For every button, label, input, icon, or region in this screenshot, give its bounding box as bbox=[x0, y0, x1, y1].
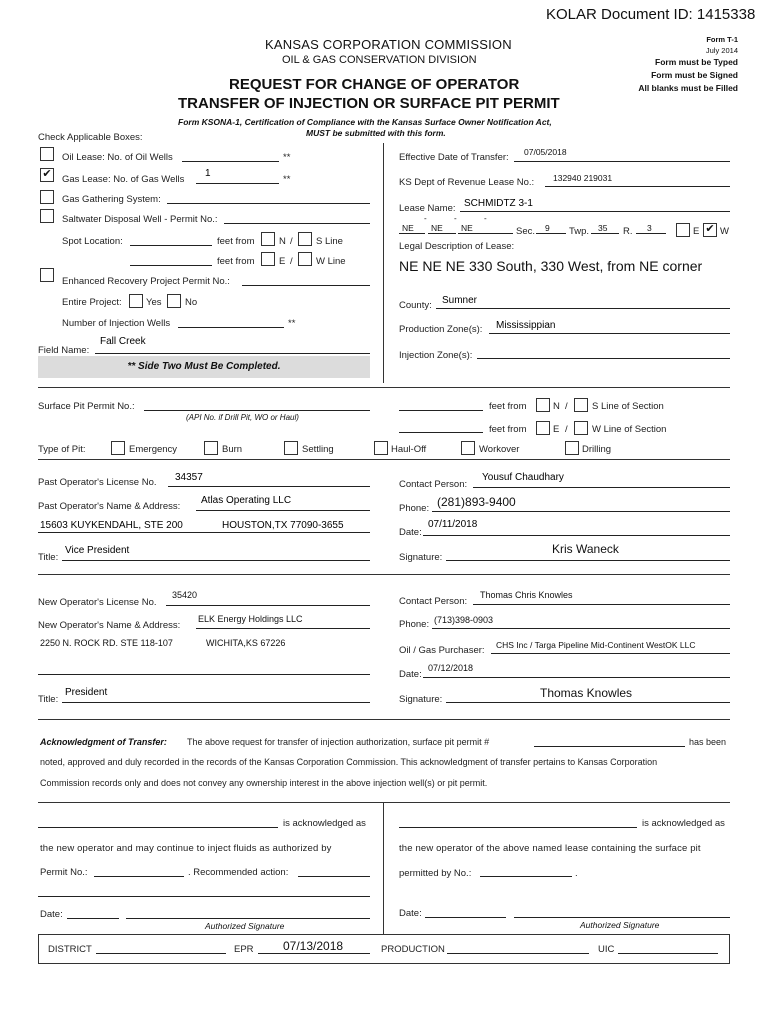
ack-left-date-field[interactable] bbox=[67, 918, 119, 919]
past-name-label: Past Operator's Name & Address: bbox=[38, 501, 181, 512]
ack-left-new-op: the new operator and may continue to inject fluids as authorized by bbox=[40, 843, 332, 854]
ack-left-auth-sig: Authorized Signature bbox=[205, 921, 285, 931]
past-phone-value: (281)893-9400 bbox=[437, 495, 516, 509]
past-title-label: Title: bbox=[38, 552, 59, 563]
past-signature-value: Kris Waneck bbox=[552, 542, 619, 556]
ack-left-date-label: Date: bbox=[40, 909, 63, 920]
oil-stars: ** bbox=[283, 152, 291, 163]
note-typed: Form must be Typed bbox=[655, 57, 738, 67]
e-label: E bbox=[279, 256, 286, 267]
yes-label: Yes bbox=[146, 297, 162, 308]
ack-pit-permit-field[interactable] bbox=[534, 746, 685, 747]
new-title-field[interactable] bbox=[62, 702, 370, 703]
burn-label: Burn bbox=[222, 444, 243, 455]
twp-value: 35 bbox=[598, 223, 608, 233]
production-zone-field[interactable] bbox=[489, 333, 730, 334]
new-title-label: Title: bbox=[38, 694, 59, 705]
pit-n-checkbox[interactable] bbox=[536, 398, 550, 412]
gas-gathering-label: Gas Gathering System: bbox=[62, 194, 161, 205]
new-signature-value: Thomas Knowles bbox=[540, 686, 633, 700]
past-contact-field[interactable] bbox=[473, 487, 730, 488]
effective-date-value: 07/05/2018 bbox=[524, 147, 567, 157]
oil-lease-label: Oil Lease: No. of Oil Wells bbox=[62, 152, 173, 163]
no-label: No bbox=[185, 297, 198, 308]
county-label: County: bbox=[399, 300, 432, 311]
production-zone-label: Production Zone(s): bbox=[399, 324, 483, 335]
pit-settling-checkbox[interactable] bbox=[284, 441, 298, 455]
past-contact-value: Yousuf Chaudhary bbox=[482, 472, 564, 483]
epr-date-value: 07/13/2018 bbox=[283, 939, 344, 953]
swd-permit-field[interactable] bbox=[224, 223, 370, 224]
ack-text-2: noted, approved and duly recorded in the records of the Kansas Corporation Commission. This acknowledgment of transfer pertains to Kansas Corporation bbox=[40, 757, 658, 767]
past-date-field[interactable] bbox=[423, 535, 730, 536]
new-contact-label: Contact Person: bbox=[399, 596, 468, 607]
check-applicable-label: Check Applicable Boxes: bbox=[38, 132, 143, 143]
ack-recommended-line-2[interactable] bbox=[38, 896, 370, 897]
swd-label: Saltwater Disposal Well - Permit No.: bbox=[62, 214, 218, 225]
dash-3: - bbox=[484, 214, 487, 223]
new-phone-label: Phone: bbox=[399, 619, 430, 630]
ack-permitted-by-label: permitted by No.: bbox=[399, 868, 472, 879]
pit-feet-from: feet from bbox=[489, 424, 527, 435]
section-rule bbox=[38, 802, 730, 803]
r-label: R. bbox=[623, 226, 633, 237]
ack-period: . bbox=[575, 868, 578, 879]
spot-e-checkbox[interactable] bbox=[261, 252, 275, 266]
drilling-label: Drilling bbox=[582, 444, 612, 455]
injection-zone-field[interactable] bbox=[477, 358, 730, 359]
past-name-value: Atlas Operating LLC bbox=[201, 495, 292, 506]
past-signature-label: Signature: bbox=[399, 552, 443, 563]
ks-lease-field[interactable] bbox=[545, 186, 730, 187]
past-address-field[interactable] bbox=[38, 532, 370, 533]
legal-description-value: NE NE NE 330 South, 330 West, from NE corner bbox=[399, 258, 703, 274]
s-line-label: S Line bbox=[316, 236, 343, 247]
past-phone-label: Phone: bbox=[399, 503, 430, 514]
side-two-text: ** Side Two Must Be Completed. bbox=[127, 361, 281, 372]
n-label: N bbox=[279, 236, 286, 247]
section-rule bbox=[38, 719, 730, 720]
note-signed: Form must be Signed bbox=[651, 70, 738, 80]
pit-emergency-checkbox[interactable] bbox=[111, 441, 125, 455]
past-contact-label: Contact Person: bbox=[399, 479, 468, 490]
new-date-field[interactable] bbox=[423, 677, 730, 678]
gas-gathering-checkbox[interactable] bbox=[40, 190, 54, 204]
pit-ew-feet-field[interactable] bbox=[399, 432, 483, 433]
ack-right-auth-sig: Authorized Signature bbox=[580, 920, 660, 930]
ack-right-is-ack: is acknowledged as bbox=[642, 818, 725, 829]
w-line-label: W Line bbox=[316, 256, 346, 267]
pit-type-label: Type of Pit: bbox=[38, 444, 86, 455]
pit-n-label: N bbox=[553, 401, 560, 412]
agency-name: KANSAS CORPORATION COMMISSION bbox=[265, 37, 512, 52]
epr-label: EPR bbox=[234, 944, 254, 955]
pit-w-checkbox[interactable] bbox=[574, 421, 588, 435]
form-number: Form T-1 bbox=[706, 35, 738, 44]
r-field[interactable] bbox=[636, 233, 666, 234]
pit-haul-off-checkbox[interactable] bbox=[374, 441, 388, 455]
note-filled: All blanks must be Filled bbox=[638, 83, 738, 93]
quarter-3-field[interactable] bbox=[458, 233, 513, 234]
check-mark-icon: ✔ bbox=[705, 223, 715, 235]
ack-left-operator-field[interactable] bbox=[38, 827, 278, 828]
ack-left-signature-field[interactable] bbox=[126, 918, 370, 919]
past-license-value: 34357 bbox=[175, 472, 203, 483]
form-date: July 2014 bbox=[705, 46, 738, 55]
side-two-banner bbox=[38, 356, 370, 378]
range-e-label: E bbox=[693, 226, 700, 237]
county-field[interactable] bbox=[436, 308, 730, 309]
new-phone-field[interactable] bbox=[432, 628, 730, 629]
pit-s-line-label: S Line of Section bbox=[592, 401, 664, 412]
ack-text-1: The above request for transfer of injection authorization, surface pit permit # bbox=[187, 737, 490, 747]
spot-n-checkbox[interactable] bbox=[261, 232, 275, 246]
num-injection-field[interactable] bbox=[178, 327, 284, 328]
new-signature-field[interactable] bbox=[446, 702, 730, 703]
enhanced-recovery-checkbox[interactable] bbox=[40, 268, 54, 282]
past-phone-field[interactable] bbox=[432, 511, 730, 512]
entire-project-label: Entire Project: bbox=[62, 297, 122, 308]
production-field[interactable] bbox=[447, 953, 589, 954]
new-license-value: 35420 bbox=[172, 590, 198, 600]
pit-workover-checkbox[interactable] bbox=[461, 441, 475, 455]
ack-left-is-ack: is acknowledged as bbox=[283, 818, 366, 829]
pit-s-checkbox[interactable] bbox=[574, 398, 588, 412]
slash: / bbox=[565, 401, 568, 412]
past-date-value: 07/11/2018 bbox=[428, 519, 478, 530]
district-field[interactable] bbox=[96, 953, 226, 954]
spot-w-checkbox[interactable] bbox=[298, 252, 312, 266]
uic-label: UIC bbox=[598, 944, 615, 955]
haul-off-label: Haul-Off bbox=[391, 444, 427, 455]
county-value: Sumner bbox=[442, 295, 478, 306]
ks-lease-value: 132940 219031 bbox=[553, 173, 613, 183]
field-name-label: Field Name: bbox=[38, 345, 90, 356]
document-id: KOLAR Document ID: 1415338 bbox=[546, 6, 756, 23]
check-mark-icon: ✔ bbox=[42, 168, 52, 180]
legal-description-label: Legal Description of Lease: bbox=[399, 241, 515, 252]
form-title-1: REQUEST FOR CHANGE OF OPERATOR bbox=[229, 76, 520, 93]
past-name-field[interactable] bbox=[196, 510, 370, 511]
section-divider bbox=[383, 143, 384, 383]
past-address-2: HOUSTON,TX 77090-3655 bbox=[222, 520, 344, 531]
entire-project-no-checkbox[interactable] bbox=[167, 294, 181, 308]
enhanced-permit-field[interactable] bbox=[242, 285, 370, 286]
dash-1: - bbox=[424, 214, 427, 223]
new-address-field[interactable] bbox=[38, 674, 370, 675]
lease-name-field[interactable] bbox=[460, 211, 730, 212]
range-w-label: W bbox=[720, 226, 729, 237]
quarter-3: NE bbox=[461, 223, 473, 233]
api-note: (API No. if Drill Pit, WO or Haul) bbox=[186, 413, 299, 422]
settling-label: Settling bbox=[302, 444, 334, 455]
dash-2: - bbox=[454, 214, 457, 223]
pit-feet-from: feet from bbox=[489, 401, 527, 412]
past-signature-field[interactable] bbox=[446, 560, 730, 561]
effective-date-field[interactable] bbox=[514, 161, 730, 162]
past-address-1: 15603 KUYKENDAHL, STE 200 bbox=[40, 520, 183, 531]
range-e-checkbox[interactable] bbox=[676, 223, 690, 237]
gas-stars: ** bbox=[283, 174, 291, 185]
new-contact-value: Thomas Chris Knowles bbox=[480, 590, 573, 600]
purchaser-value: CHS Inc / Targa Pipeline Mid-Continent WestOK LLC bbox=[496, 640, 696, 650]
feet-from-label: feet from bbox=[217, 256, 255, 267]
slash: / bbox=[565, 424, 568, 435]
injection-zone-label: Injection Zone(s): bbox=[399, 350, 473, 361]
lease-name-value: SCHMIDTZ 3-1 bbox=[464, 198, 533, 209]
quarter-1-field[interactable] bbox=[399, 233, 425, 234]
spot-location-label: Spot Location: bbox=[62, 236, 123, 247]
ack-permitted-by-field[interactable] bbox=[480, 876, 572, 877]
workover-label: Workover bbox=[479, 444, 520, 455]
effective-date-label: Effective Date of Transfer: bbox=[399, 152, 509, 163]
surface-pit-label: Surface Pit Permit No.: bbox=[38, 401, 135, 412]
range-w-checkbox[interactable] bbox=[703, 223, 717, 237]
purchaser-field[interactable] bbox=[491, 653, 730, 654]
gas-lease-checkbox[interactable] bbox=[40, 168, 54, 182]
section-rule bbox=[38, 459, 730, 460]
sec-value: 9 bbox=[545, 223, 550, 233]
past-title-value: Vice President bbox=[65, 545, 130, 556]
past-license-field[interactable] bbox=[168, 486, 370, 487]
new-date-label: Date: bbox=[399, 669, 422, 680]
gas-gathering-field[interactable] bbox=[167, 203, 370, 204]
ack-has-been: has been bbox=[689, 737, 727, 747]
r-value: 3 bbox=[647, 223, 652, 233]
new-name-field[interactable] bbox=[196, 628, 370, 629]
twp-label: Twp. bbox=[569, 226, 590, 237]
purchaser-label: Oil / Gas Purchaser: bbox=[399, 645, 485, 656]
field-name-value: Fall Creek bbox=[100, 336, 146, 347]
new-name-label: New Operator's Name & Address: bbox=[38, 620, 181, 631]
surface-pit-field[interactable] bbox=[144, 410, 370, 411]
ack-right-date-label: Date: bbox=[399, 908, 422, 919]
pit-burn-checkbox[interactable] bbox=[204, 441, 218, 455]
gas-lease-label: Gas Lease: No. of Gas Wells bbox=[62, 174, 185, 185]
ack-lead: Acknowledgment of Transfer: bbox=[40, 737, 167, 747]
gas-wells-value: 1 bbox=[205, 168, 211, 179]
pit-w-line-label: W Line of Section bbox=[592, 424, 667, 435]
past-date-label: Date: bbox=[399, 527, 422, 538]
new-address-1: 2250 N. ROCK RD. STE 118-107 bbox=[40, 638, 173, 648]
ack-recommended-label: . Recommended action: bbox=[188, 867, 289, 878]
district-label: DISTRICT bbox=[48, 944, 92, 955]
sec-label: Sec. bbox=[516, 226, 536, 237]
entire-project-yes-checkbox[interactable] bbox=[129, 294, 143, 308]
new-contact-field[interactable] bbox=[473, 604, 730, 605]
feet-from-label: feet from bbox=[217, 236, 255, 247]
past-license-label: Past Operator's License No. bbox=[38, 477, 157, 488]
ks-lease-label: KS Dept of Revenue Lease No.: bbox=[399, 177, 535, 188]
spot-s-checkbox[interactable] bbox=[298, 232, 312, 246]
past-title-field[interactable] bbox=[62, 560, 370, 561]
division-name: OIL & GAS CONSERVATION DIVISION bbox=[282, 54, 477, 66]
new-phone-value: (713)398-0903 bbox=[434, 615, 494, 625]
new-date-value: 07/12/2018 bbox=[428, 663, 474, 673]
ack-text-3: Commission records only and does not convey any ownership interest in the above injection well(s) or pit permit. bbox=[40, 778, 488, 788]
new-signature-label: Signature: bbox=[399, 694, 443, 705]
num-injection-label: Number of Injection Wells bbox=[62, 318, 171, 329]
uic-field[interactable] bbox=[618, 953, 718, 954]
ack-recommended-field[interactable] bbox=[298, 876, 370, 877]
ack-permit-no-label: Permit No.: bbox=[40, 867, 88, 878]
oil-wells-field[interactable] bbox=[182, 161, 279, 162]
lease-name-label: Lease Name: bbox=[399, 203, 456, 214]
ack-right-new-op: the new operator of the above named lease containing the surface pit bbox=[399, 843, 701, 854]
enhanced-recovery-label: Enhanced Recovery Project Permit No.: bbox=[62, 276, 230, 287]
epr-field[interactable] bbox=[258, 953, 370, 954]
section-rule bbox=[38, 387, 730, 388]
production-label: PRODUCTION bbox=[381, 944, 445, 955]
spot-ew-feet-field[interactable] bbox=[130, 265, 212, 266]
ack-divider bbox=[383, 802, 384, 934]
twp-field[interactable] bbox=[591, 233, 619, 234]
new-address-2: WICHITA,KS 67226 bbox=[206, 638, 286, 648]
ack-right-operator-field[interactable] bbox=[399, 827, 637, 828]
new-title-value: President bbox=[65, 687, 108, 698]
swd-checkbox[interactable] bbox=[40, 209, 54, 223]
spot-ns-feet-field[interactable] bbox=[130, 245, 212, 246]
pit-e-checkbox[interactable] bbox=[536, 421, 550, 435]
ack-permit-no-field[interactable] bbox=[94, 876, 184, 877]
form-subtitle-1: Form KSONA-1, Certification of Compliance with the Kansas Surface Owner Notification Act, bbox=[178, 117, 552, 127]
section-rule bbox=[38, 574, 730, 575]
sec-field[interactable] bbox=[536, 233, 566, 234]
production-zone-value: Mississippian bbox=[496, 320, 556, 331]
field-name-field[interactable] bbox=[95, 353, 370, 354]
gas-wells-field[interactable] bbox=[196, 183, 279, 184]
quarter-2: NE bbox=[431, 223, 443, 233]
slash: / bbox=[290, 236, 293, 247]
pit-drilling-checkbox[interactable] bbox=[565, 441, 579, 455]
ack-right-signature-field[interactable] bbox=[514, 917, 730, 918]
ack-right-date-field[interactable] bbox=[425, 917, 506, 918]
slash: / bbox=[290, 256, 293, 267]
pit-ns-feet-field[interactable] bbox=[399, 410, 483, 411]
emergency-label: Emergency bbox=[129, 444, 178, 455]
new-license-field[interactable] bbox=[166, 605, 370, 606]
quarter-2-field[interactable] bbox=[428, 233, 456, 234]
pit-e-label: E bbox=[553, 424, 560, 435]
form-subtitle-2: MUST be submitted with this form. bbox=[306, 128, 446, 138]
new-name-value: ELK Energy Holdings LLC bbox=[198, 614, 303, 624]
quarter-1: NE bbox=[402, 223, 414, 233]
new-license-label: New Operator's License No. bbox=[38, 597, 157, 608]
oil-lease-checkbox[interactable] bbox=[40, 147, 54, 161]
inj-stars: ** bbox=[288, 318, 296, 329]
form-title-2: TRANSFER OF INJECTION OR SURFACE PIT PERMIT bbox=[178, 95, 560, 112]
